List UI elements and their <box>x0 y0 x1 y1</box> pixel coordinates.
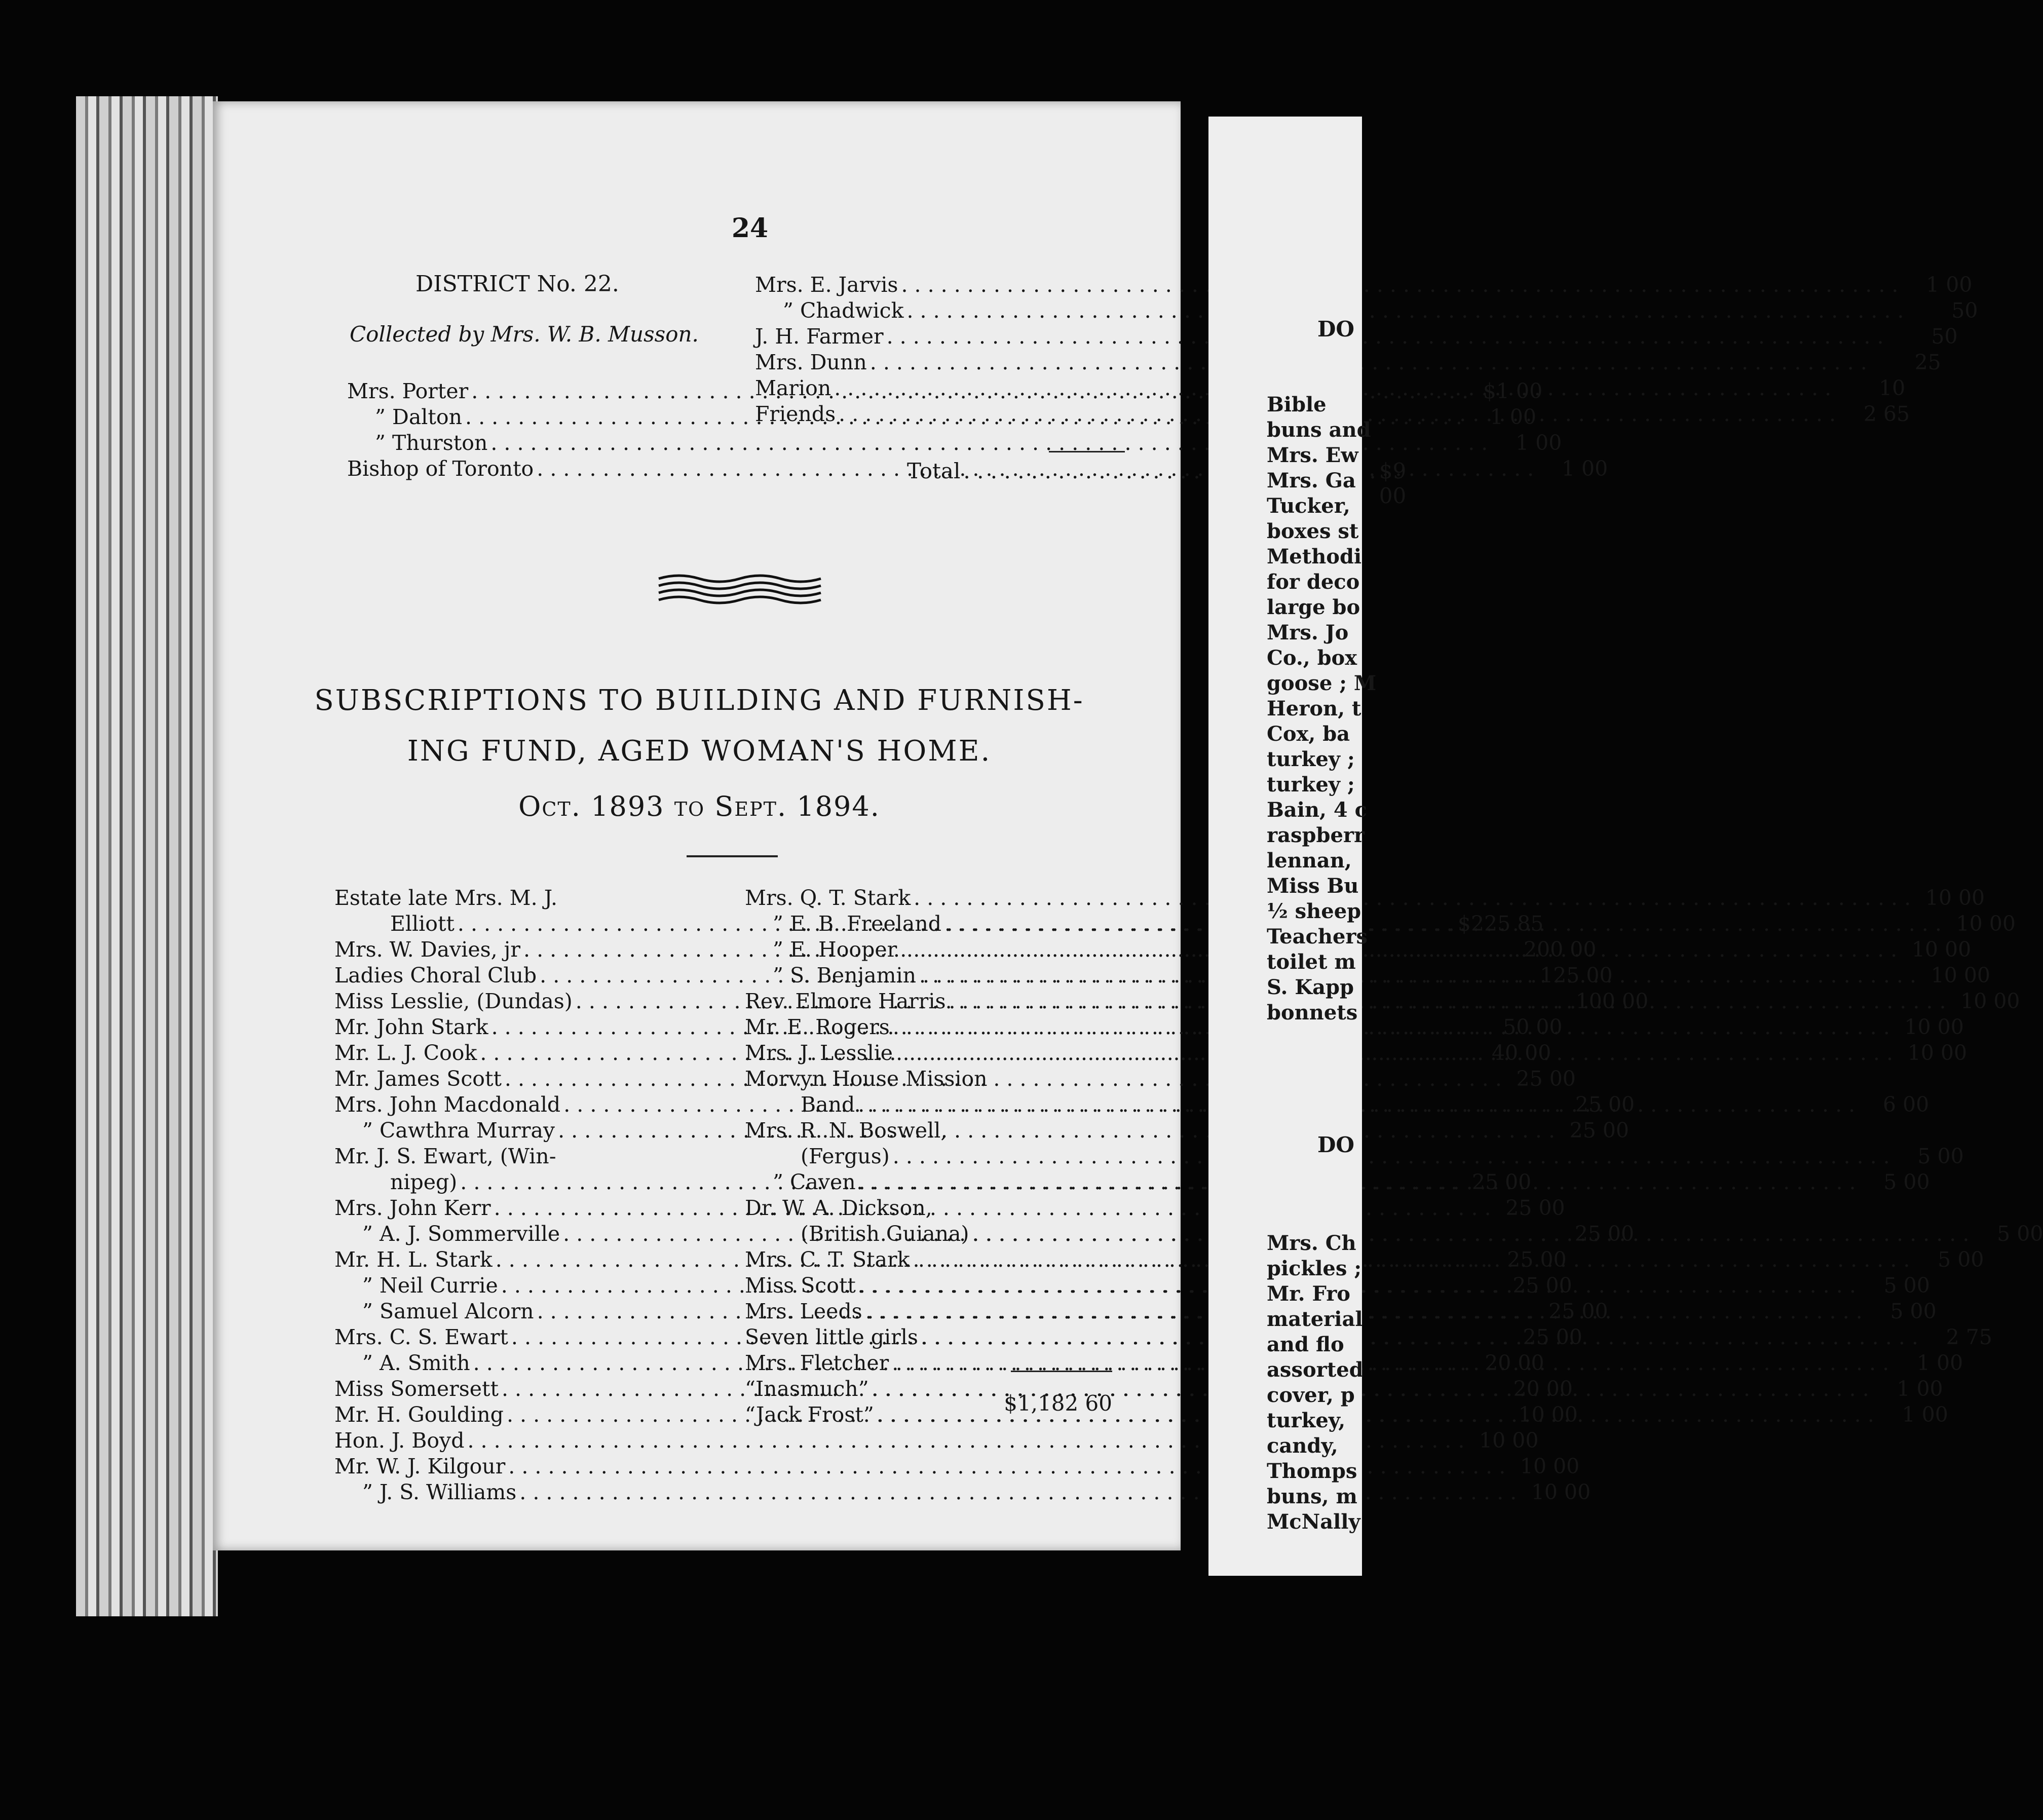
wave-ornament <box>656 573 823 603</box>
entry-amount: 5 00 <box>1890 1299 1937 1323</box>
entry-name: Mrs. J. Lesslie <box>745 1041 893 1065</box>
fragment-line: Heron, t <box>1267 697 1361 721</box>
fragment-line: turkey, <box>1267 1409 1346 1432</box>
entry-amount: 6 00 <box>1882 1092 1930 1117</box>
entry-amount: 125 00 <box>1540 963 1613 988</box>
entry-row <box>745 1194 1120 1220</box>
fragment-line: McNally <box>1267 1510 1360 1534</box>
entry-amount: 1 00 <box>1926 273 1973 297</box>
entry-name: Mr. E. Rogers <box>745 1015 890 1039</box>
entry-amount: 25 00 <box>1471 1170 1532 1194</box>
entry-name: ” Dalton <box>375 405 462 429</box>
entry-name: Miss Somersett <box>334 1377 499 1401</box>
fragment-line: large bo <box>1267 595 1360 619</box>
entry-amount: 25 00 <box>1569 1118 1630 1143</box>
entry-amount: 10 00 <box>1956 912 2016 936</box>
right-heading-1: DO <box>1317 317 1355 342</box>
fragment-line: candy, <box>1267 1434 1338 1458</box>
entry-amount: 25 00 <box>1505 1196 1565 1220</box>
fragment-line: boxes st <box>1267 519 1359 543</box>
fragment-line: goose ; M <box>1267 671 1377 695</box>
entry-amount: 10 00 <box>1520 1454 1580 1478</box>
fragment-line: material <box>1267 1307 1363 1331</box>
entry-name: Ladies Choral Club <box>334 963 537 988</box>
entry-name: Miss Lesslie, (Dundas) <box>334 989 573 1013</box>
fragment-line: ½ sheep <box>1267 899 1361 923</box>
section-heading-line-1: SUBSCRIPTIONS TO BUILDING AND FURNISH- <box>314 684 1084 717</box>
entry-name: Mr. H. Goulding <box>334 1402 504 1427</box>
entry-amount: 20 00 <box>1485 1351 1544 1375</box>
entry-name: “Inasmuch” <box>745 1377 869 1401</box>
entry-name: ” A. J. Sommerville <box>362 1222 560 1246</box>
entry-name: ” J. S. Williams <box>362 1480 517 1504</box>
entry-name: ” Thurston <box>375 431 488 455</box>
entry-name: Hon. J. Boyd <box>334 1428 465 1453</box>
entry-row <box>755 271 1973 297</box>
fragment-line: turkey ; <box>1267 773 1355 797</box>
entry-name: ” E. B. Freeland <box>773 912 941 936</box>
entry-name: Band <box>801 1092 855 1117</box>
entry-name: Rev. Elmore Harris <box>745 989 946 1013</box>
entry-row <box>745 1065 1120 1091</box>
entry-amount: 10 00 <box>1911 937 1972 962</box>
entry-name: Mrs. John Kerr <box>334 1196 491 1220</box>
entry-amount: 1 00 <box>1490 405 1536 429</box>
entry-amount: 2 75 <box>1946 1325 1992 1349</box>
right-text-block-1 <box>1267 393 1376 1026</box>
entry-amount: 40 00 <box>1491 1041 1552 1065</box>
fragment-line: Cox, ba <box>1267 722 1350 746</box>
entry-name: Mr. James Scott <box>334 1067 502 1091</box>
total-label: Total <box>907 459 961 483</box>
entry-row <box>755 297 1978 323</box>
entry-amount: $225 85 <box>1457 912 1544 936</box>
entry-name: Mrs. W. Davies, jr <box>334 937 520 962</box>
entry-amount: 1 00 <box>1897 1377 1943 1401</box>
district-title: DISTRICT No. 22. <box>415 271 619 297</box>
short-rule <box>687 855 778 857</box>
entry-name: Mr. H. L. Stark <box>334 1247 493 1272</box>
entry-name: Dr. W. A. Dickson, <box>745 1196 932 1220</box>
collector-line: Collected by Mrs. W. B. Musson. <box>350 322 699 347</box>
entry-row <box>755 349 1941 374</box>
fragment-line: bonnets <box>1267 1001 1358 1025</box>
entry-name: Elliott <box>390 912 455 936</box>
entry-amount: 5 00 <box>1997 1222 2043 1246</box>
entry-name: ” Neil Currie <box>362 1273 498 1298</box>
fragment-line: Tucker, <box>1267 494 1350 518</box>
entry-amount: 10 00 <box>1960 989 2020 1013</box>
entry-name: Mr. W. J. Kilgour <box>334 1454 506 1478</box>
entry-amount: 25 00 <box>1548 1299 1608 1323</box>
entry-name: Mrs. Leeds <box>745 1299 862 1323</box>
entry-name: (British Guiana) <box>801 1222 969 1246</box>
entry-name: Mrs. Porter <box>347 379 469 403</box>
grand-total-rule <box>1011 1371 1112 1372</box>
fragment-line: buns and <box>1267 418 1371 442</box>
entry-name: Mrs. Fletcher <box>745 1351 889 1375</box>
entry-amount: 25 00 <box>1574 1222 1635 1246</box>
entry-amount: 50 <box>1931 324 1958 349</box>
entry-amount: 50 <box>1951 298 1978 323</box>
entry-amount: 100 00 <box>1575 989 1649 1013</box>
entry-name: ” A. Smith <box>362 1351 470 1375</box>
book-page-edges <box>76 96 218 1616</box>
entry-name: Mrs. Dunn <box>755 350 867 374</box>
entry-amount: 25 00 <box>1507 1247 1567 1272</box>
total-amount: $9 00 <box>1379 459 1407 508</box>
page-number: 24 <box>731 213 769 244</box>
entry-amount: 25 <box>1914 350 1941 374</box>
entry-name: Mrs. C. S. Ewart <box>334 1325 508 1349</box>
entry-name: Mrs. R. N. Boswell, <box>745 1118 948 1143</box>
fragment-line: Mrs. Ga <box>1267 469 1356 492</box>
fragment-line: Bible <box>1267 393 1327 416</box>
entry-name: Bishop of Toronto <box>347 457 534 481</box>
fragment-line: cover, p <box>1267 1383 1355 1407</box>
fragment-line: Co., box <box>1267 646 1357 670</box>
fragment-line: Methodi <box>1267 545 1362 568</box>
entry-amount: 20 00 <box>1513 1377 1573 1401</box>
entry-name: ” Samuel Alcorn <box>362 1299 534 1323</box>
right-heading-2: DO <box>1317 1132 1355 1157</box>
entry-name: Mrs. John Macdonald <box>334 1092 561 1117</box>
entry-name: “Jack Frost” <box>745 1402 874 1427</box>
entry-name: ” S. Benjamin <box>773 963 917 988</box>
entry-name: Marion <box>755 376 831 400</box>
right-page-fragment <box>1208 117 1377 1576</box>
entry-amount: 5 00 <box>1938 1247 1984 1272</box>
fragment-line: Miss Bu <box>1267 874 1359 898</box>
entry-name: nipeg) <box>390 1170 458 1194</box>
fragment-line: assorted <box>1267 1358 1364 1382</box>
entry-name: J. H. Farmer <box>755 324 884 349</box>
fragment-line: and flo <box>1267 1333 1344 1356</box>
right-text-block-2 <box>1267 1231 1364 1535</box>
entry-amount: 1 00 <box>1902 1402 1948 1427</box>
fragment-line: turkey ; <box>1267 747 1355 771</box>
entry-name: Mrs. Q. T. Stark <box>745 886 911 910</box>
fragment-line: lennan, <box>1267 849 1352 873</box>
entry-name: Miss Scott <box>745 1273 856 1298</box>
entry-name: Mr. L. J. Cook <box>334 1041 477 1065</box>
entry-name: ” Caven <box>773 1170 856 1194</box>
entry-name: (Fergus) <box>801 1144 890 1168</box>
entry-name: ” E. Hooper <box>773 937 897 962</box>
entry-name: Estate late Mrs. M. J. <box>334 886 558 910</box>
entry-amount: 5 00 <box>1883 1273 1930 1298</box>
fragment-line: for deco <box>1267 570 1360 594</box>
entry-amount: 10 00 <box>1531 1480 1591 1504</box>
fragment-line: Thomps <box>1267 1459 1357 1483</box>
total-rule <box>1049 451 1125 452</box>
entry-amount: 10 00 <box>1931 963 1990 988</box>
entry-amount: 5 00 <box>1883 1170 1930 1194</box>
entry-amount: 10 00 <box>1518 1402 1578 1427</box>
fragment-line: Mrs. Jo <box>1267 621 1349 644</box>
entry-row <box>334 1143 712 1168</box>
fragment-line: buns, m <box>1267 1485 1357 1508</box>
entry-amount: 25 00 <box>1575 1092 1635 1117</box>
entry-amount: 25 00 <box>1516 1067 1576 1091</box>
fragment-line: Mrs. Ch <box>1267 1231 1356 1255</box>
entry-amount: 10 00 <box>1907 1041 1968 1065</box>
date-range: Oct. 1893 to Sept. 1894. <box>518 790 880 822</box>
entry-amount: 10 00 <box>1904 1015 1964 1039</box>
entry-amount: 1 00 <box>1916 1351 1963 1375</box>
entry-name: Mrs. E. Jarvis <box>755 273 898 297</box>
entry-name: ” Cawthra Murray <box>362 1118 555 1143</box>
entry-name: Seven little girls <box>745 1325 918 1349</box>
entry-amount: 1 00 <box>1516 431 1562 455</box>
fragment-line: Bain, 4 c <box>1267 798 1367 822</box>
entry-name: Mr. J. S. Ewart, (Win- <box>334 1144 556 1168</box>
entry-name: Mrs. C. T. Stark <box>745 1247 910 1272</box>
fragment-line: raspberr <box>1267 823 1365 847</box>
entry-amount: 25 00 <box>1523 1325 1582 1349</box>
fragment-line: Mrs. Ew <box>1267 443 1358 467</box>
entry-amount: 10 00 <box>1925 886 1985 910</box>
entry-name: Friends <box>755 402 836 426</box>
entry-amount: 5 00 <box>1917 1144 1964 1168</box>
fragment-line: Mr. Fro <box>1267 1282 1350 1306</box>
entry-amount: 10 <box>1879 376 1906 400</box>
entry-name: ” Chadwick <box>783 298 904 323</box>
entry-amount: 25 00 <box>1512 1273 1572 1298</box>
entry-amount: 2 65 <box>1863 402 1910 426</box>
entry-row <box>745 1117 1120 1143</box>
fragment-line: toilet m <box>1267 950 1356 974</box>
fragment-line: S. Kapp <box>1267 975 1354 999</box>
fragment-line: Teachers <box>1267 925 1368 949</box>
entry-name: Mr. John Stark <box>334 1015 488 1039</box>
fragment-line: pickles ; <box>1267 1257 1362 1280</box>
grand-total: $1,182 60 <box>1004 1391 1112 1416</box>
entry-row <box>334 884 712 910</box>
entry-amount: 200 00 <box>1523 937 1597 962</box>
section-heading-line-2: ING FUND, AGED WOMAN'S HOME. <box>407 735 992 768</box>
entry-amount: 10 00 <box>1479 1428 1539 1453</box>
entry-amount: $1 00 <box>1483 379 1543 403</box>
entry-amount: 50 00 <box>1503 1015 1563 1039</box>
entry-name: Morvyn House Mission <box>745 1067 988 1091</box>
entry-amount: 1 00 <box>1561 457 1608 481</box>
